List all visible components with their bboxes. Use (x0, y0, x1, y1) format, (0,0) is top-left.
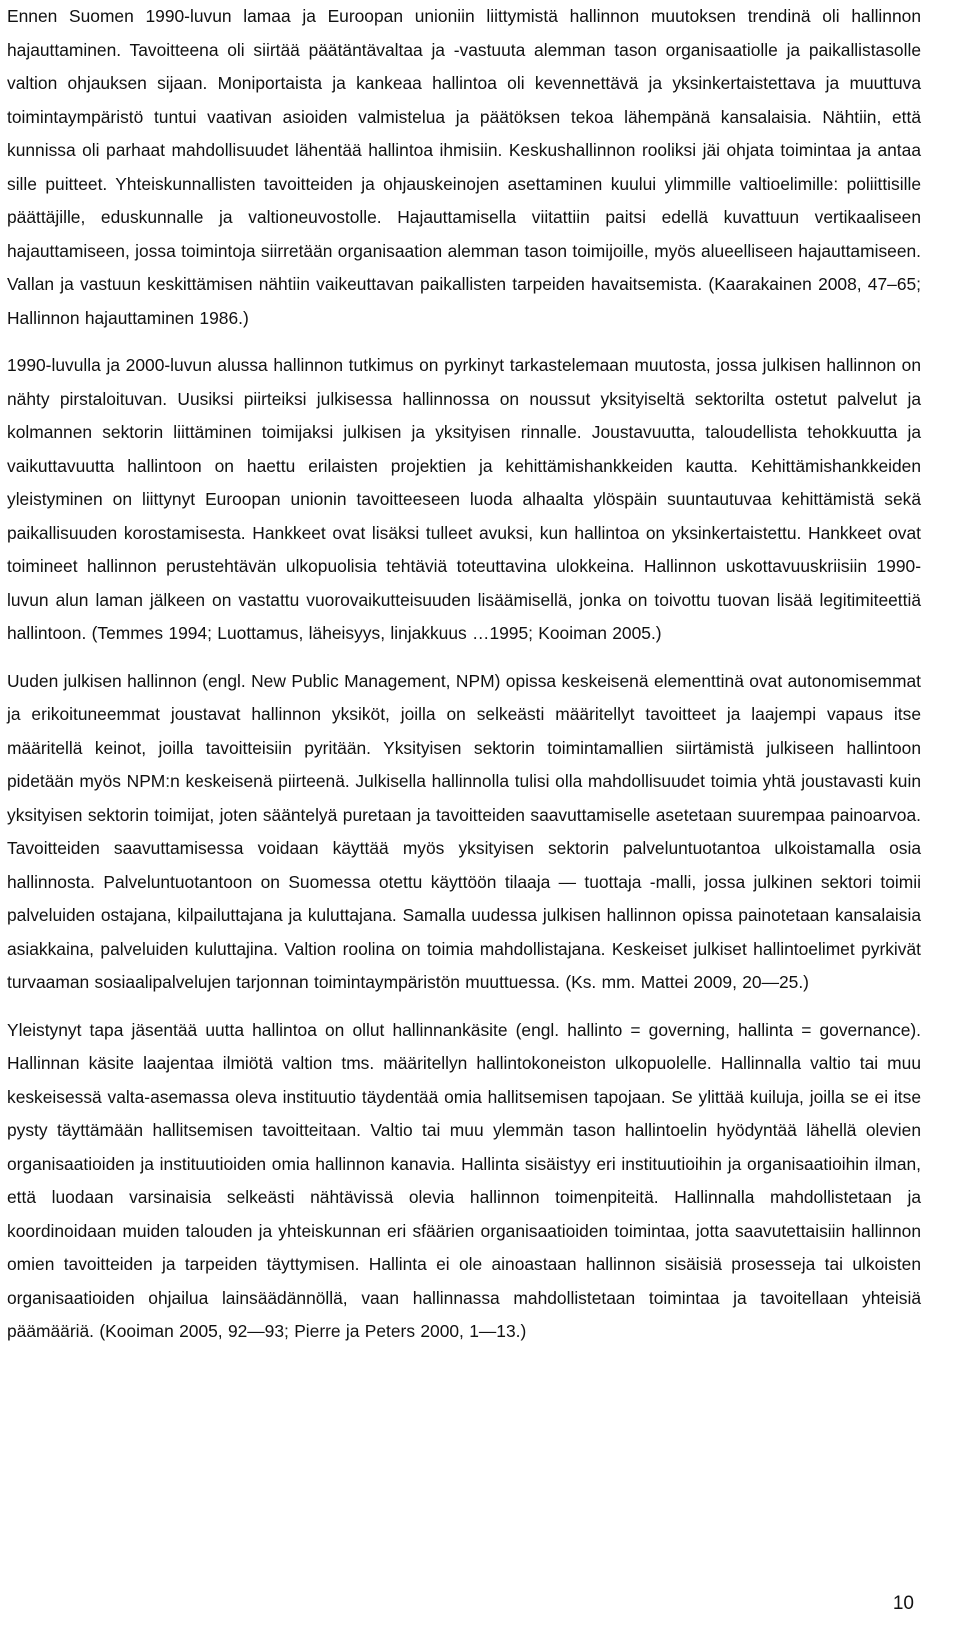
page-number: 10 (892, 1593, 914, 1614)
paragraph-npm: Uuden julkisen hallinnon (engl. New Public Management, NPM) opissa keskeisenä elementtinä ovat autonomisemmat ja erikoituneemmat joustavat hallinnon yksiköt, joilla on selkeästi määritellyt tavoitteet ja laajempi vapaus itse määritellä keinot, joilla tavoitteisiin pyritään. Yksityisen sektorin toimintamallien siirtämistä julkiseen hallintoon pidetään myös NPM:n keskeisenä piirteenä. Julkisella hallinnolla tulisi olla mahdollisuudet toimia yhtä joustavasti kuin yksityisen sektorin toimijat, joten sääntelyä puretaan ja tavoitteiden saavuttamiselle asetetaan suurempaa painoarvoa. Tavoitteiden saavuttamisessa voidaan käyttää myös yksityisen sektorin palveluntuotantoa ulkoistamalla osia hallinnosta. Palveluntuotantoon on Suomessa otettu käyttöön tilaaja — tuottaja -malli, jossa julkinen sektori toimii palveluiden ostajana, kilpailuttajana ja kuluttajana. Samalla uudessa julkisen hallinnon opissa painotetaan kansalaisia asiakkaina, palveluiden kuluttajina. Valtion roolina on toimia mahdollistajana. Keskeiset julkiset hallintoelimet pyrkivät turvaaman sosiaalipalvelujen tarjonnan toimintaympäristön muuttuessa. (Ks. mm. Mattei 2009, 20—25.) (7, 670, 921, 992)
paragraph-pirstaloituminen: 1990-luvulla ja 2000-luvun alussa hallinnon tutkimus on pyrkinyt tarkastelemaan muutosta, jossa julkisen hallinnon on nähty pirstaloituvan. Uusiksi piirteiksi julkisessa hallinnossa on noussut yksityiseltä sektorilta ostetut palvelut ja kolmannen sektorin liittäminen toimijaksi julkisen ja yksityisen rinnalle. Joustavuutta, taloudellista tehokkuutta ja vaikuttavuutta hallintoon on haettu erilaisten projektien ja kehittämishankkeiden kautta. Kehittämishankkeiden yleistyminen on liittynyt Euroopan unionin tavoitteeseen luoda alhaalta ylöspäin suuntautuvaa kehittämistä sekä paikallisuuden korostamisesta. Hankkeet ovat lisäksi tulleet avuksi, kun hallintoa on yksinkertaistettu. Hankkeet ovat toimineet hallinnon perustehtävän ulkopuolisia tehtäviä toteuttavina ulokkeina. Hallinnon uskottavuuskriisiin 1990-luvun alun laman jälkeen on vastattu vuorovaikutteisuuden lisäämisellä, jonka on toivottu tuovan lisää legitimiteettiä hallintoon. (Temmes 1994; Luottamus, läheisyys, linjakkuus …1995; Kooiman 2005.) (7, 355, 921, 643)
paragraph-hajauttaminen: Ennen Suomen 1990-luvun lamaa ja Euroopan unioniin liittymistä hallinnon muutoksen trendinä oli hallinnon hajauttaminen. Tavoitteena oli siirtää päätäntävaltaa ja -vastuuta alemman tason organisaatiolle ja paikallistasolle valtion ohjauksen sijaan. Moniportaista ja kankeaa hallintoa oli kevennettävä ja yksinkertaistettava ja muuttuva toimintaympäristö tuntui vaativan asioiden valmistelua ja päätöksen tekoa lähempänä kansalaisia. Nähtiin, että kunnissa oli parhaat mahdollisuudet lähentää hallintoa ihmisiin. Keskushallinnon rooliksi jäi ohjata toimintaa ja antaa sille puitteet. Yhteiskunnallisten tavoitteiden ja ohjauskeinojen asettaminen kuului ylimmille valtioelimille: poliittisille päättäjille, eduskunnalle ja valtioneuvostolle. Hajauttamisella viitattiin paitsi edellä kuvattuun vertikaaliseen hajauttamiseen, jossa toimintoja siirretään organisaation alemman tason toimijoille, myös alueelliseen hajauttamiseen. Vallan ja vastuun keskittämisen nähtiin vaikeuttavan paikallisten tarpeiden havaitsemista. (Kaarakainen 2008, 47–65; Hallinnon hajauttaminen 1986.) (7, 6, 921, 328)
paragraph-hallinta: Yleistynyt tapa jäsentää uutta hallintoa on ollut hallinnankäsite (engl. hallinto = governing, hallinta = governance). Hallinnan käsite laajentaa ilmiötä valtion tms. määritellyn hallintokoneiston ulkopuolelle. Hallinnalla valtio tai muu keskeisessä valta-asemassa oleva instituutio täydentää omia hallitsemisen tapojaan. Se ylittää kuiluja, joilla se ei itse pysty täyttämään hallitsemisen tavoitteitaan. Valtio tai muu ylemmän tason hallintoelin hyödyntää lähellä olevien organisaatioiden ja instituutioiden omia hallinnon kanavia. Hallinta sisäistyy eri instituutioihin ja organisaatioihin ilman, että luodaan varsinaisia selkeästi nähtävissä olevia hallinnon toimenpiteitä. Hallinnalla mahdollistetaan ja koordinoidaan muiden talouden ja yhteiskunnan eri sfäärien organisaatioiden toimintaa, jotta saavutettaisiin hallinnon omien tavoitteiden ja tarpeiden täyttymisen. Hallinta ei ole ainoastaan hallinnon sisäisiä prosesseja tai ulkoisten organisaatioiden ohjailua lainsäädännöllä, vaan hallinnassa mahdollistetaan toimintaa ja tavoitellaan yhteisiä päämääriä. (Kooiman 2005, 92—93; Pierre ja Peters 2000, 1—13.) (7, 1019, 921, 1341)
body-text (7, 0, 921, 1349)
